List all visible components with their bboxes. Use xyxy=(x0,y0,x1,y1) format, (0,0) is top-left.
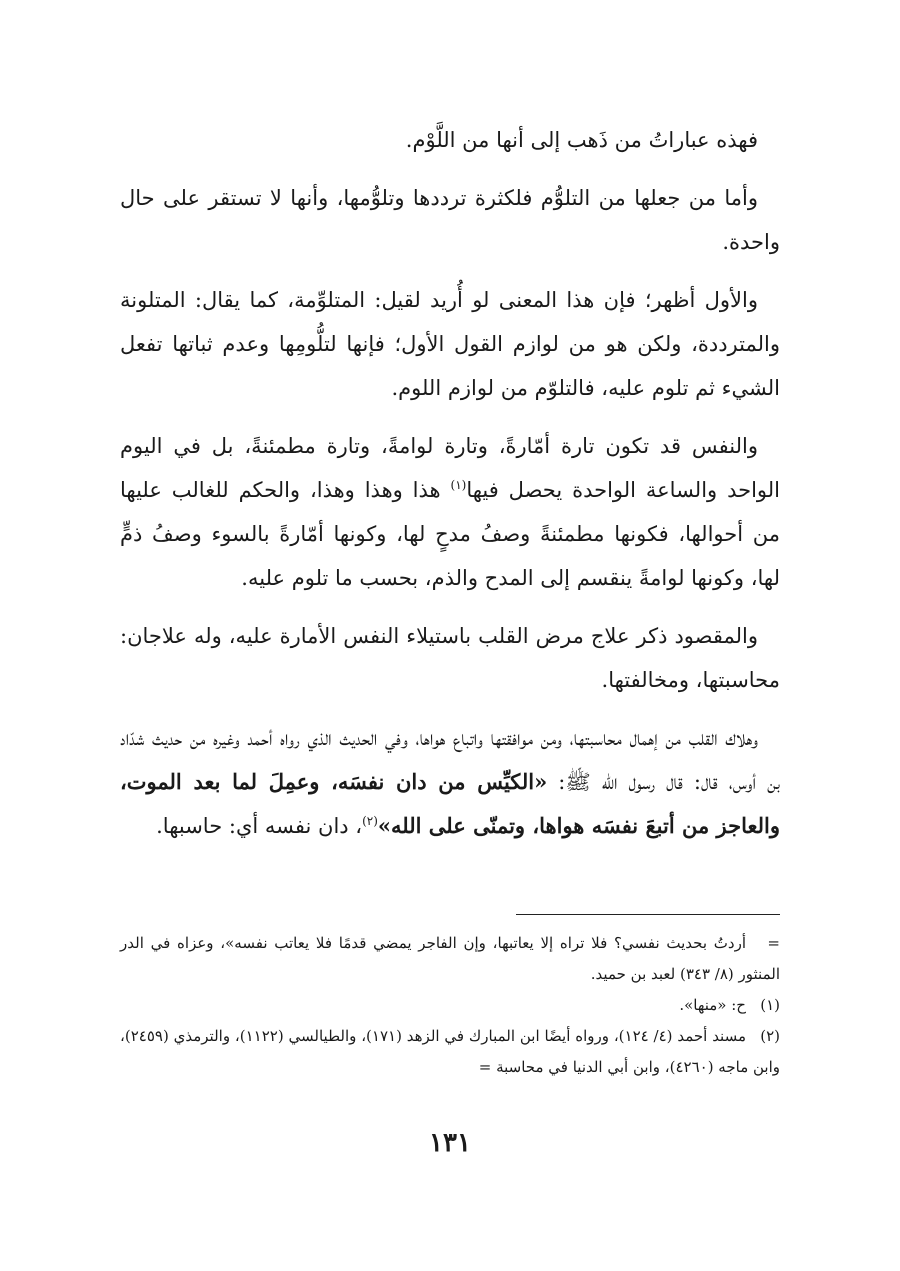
footnote-2 xyxy=(120,1021,780,1083)
paragraph-1: فهذه عباراتُ من ذَهب إلى أنها من اللَّوْم. xyxy=(405,128,758,152)
paragraph-4-text-b: هذا وهذا وهذا، والحكم للغالب عليها من أحوالها، فكونها مطمئنةً وصفُ مدحٍ لها، وكونها أمّارةً بالسوء وصفُ ذمٍّ لها، وكونها لوامةً ينقسم إلى المدح والذم، بحسب ما تلوم عليه. xyxy=(120,478,780,590)
footnote-continued xyxy=(120,928,780,990)
paragraph-6 xyxy=(120,716,780,848)
footnote-ref-1: (١) xyxy=(450,478,467,492)
footnote-text: ح: «منها». xyxy=(679,996,746,1014)
main-text xyxy=(120,118,780,862)
page-number: ١٣١ xyxy=(429,1128,471,1158)
footnote-text: أردتُ بحديث نفسي؟ فلا تراه إلا يعاتبها، وإن الفاجر يمضي قدمًا فلا يعاتب نفسه»، وعزاه في الدر المنثور (٨/ ٣٤٣) لعبد بن حميد. xyxy=(120,934,780,983)
paragraph-2: وأما من جعلها من التلوُّم فلكثرة ترددها وتلوُّمها، وأنها لا تستقر على حال واحدة. xyxy=(120,186,780,254)
footnote-text: مسند أحمد (٤/ ١٢٤)، ورواه أيضًا ابن المبارك في الزهد (١٧١)، والطيالسي (١١٢٢)، والترمذي (٢٤٥٩)، وابن ماجه (٤٢٦٠)، وابن أبي الدنيا في محاسبة = xyxy=(120,1027,780,1076)
footnote-mark: = xyxy=(767,934,780,952)
paragraph-4-text-a: والنفس قد تكون تارة أمّارةً، وتارة لوامةً، وتارة مطمئنةً، بل في اليوم الواحد والساعة الواحدة يحصل فيها xyxy=(120,434,780,502)
paragraph-5: والمقصود ذكر علاج مرض القلب باستيلاء النفس الأمارة عليه، وله علاجان: محاسبتها، ومخالفتها. xyxy=(120,624,780,692)
paragraph-3: والأول أظهر؛ فإن هذا المعنى لو أُريد لقيل: المتلوِّمة، كما يقال: المتلونة والمترددة، ولكن هو من لوازم القول الأول؛ فإنها لتلُّومِها وعدم ثباتها تفعل الشيء ثم تلوم عليه، فالتلوّم من لوازم اللوم. xyxy=(120,288,780,400)
footnote-1 xyxy=(120,990,780,1021)
paragraph-6-outro: ، دان نفسه أي: حاسبها. xyxy=(156,814,363,838)
paragraph-6-intro: وهلاك القلب من إهمال محاسبتها، ومن موافقتها واتباع هواها، وفي الحديث الذي رواه أحمد وغيره من حديث شدّاد بن أوس، قال: قال رسول الله ﷺ: xyxy=(120,726,780,794)
hadith-quote: «الكيِّس من دان نفسَه، وعمِلَ لما بعد الموت، والعاجز من أتبعَ نفسَه هواها، وتمنّى على الله» xyxy=(120,769,780,838)
footnotes xyxy=(120,928,780,1083)
footnote-mark: (١) xyxy=(760,996,780,1014)
footnote-divider xyxy=(516,914,780,915)
footnote-mark: (٢) xyxy=(760,1027,781,1045)
footnote-ref-2: (٢) xyxy=(362,814,378,828)
paragraph-4 xyxy=(120,424,780,600)
